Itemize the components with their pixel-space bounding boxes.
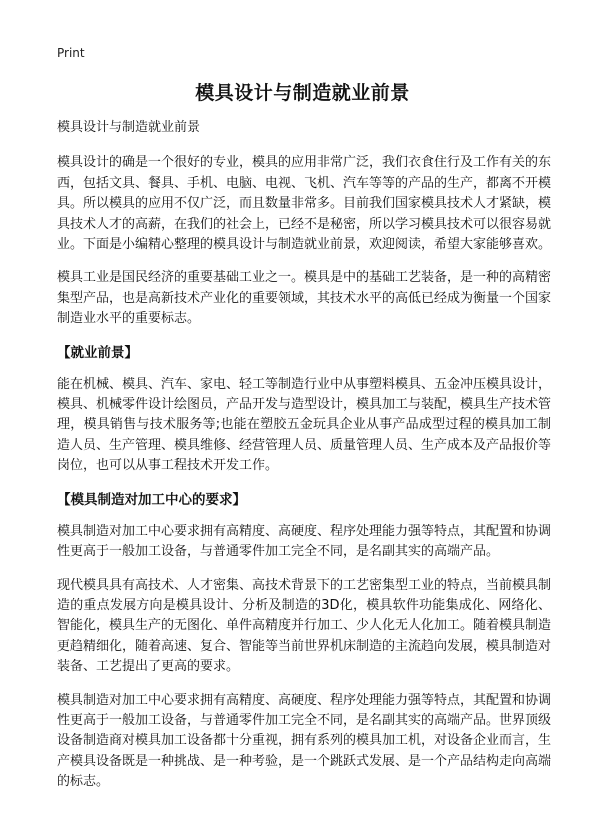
- print-link[interactable]: Print: [57, 46, 85, 60]
- requirements-paragraph-1: 模具制造对加工中心要求拥有高精度、高硬度、程序处理能力强等特点，其配置和协调性更高于一般加工设备，与普通零件加工完全不同，是名副其实的高端产品。: [57, 523, 552, 560]
- section-heading-employment: 【就业前景】: [57, 344, 138, 361]
- requirements-paragraph-3: 模具制造对加工中心要求拥有高精度、高硬度、程序处理能力强等特点，其配置和协调性更高于一般加工设备，与普通零件加工完全不同，是名副其实的高端产品。世界顶级设备制造商对模具加工设备都十分重视，拥有系列的模具加工机，对设备企业而言，生产模具设备既是一种挑战、是一种考验，是一个跳跃式发展、是一个产品结构走向高端的标志。: [57, 692, 552, 790]
- section-heading-requirements: 【模具制造对加工中心的要求】: [57, 491, 246, 508]
- intro-paragraph: 模具设计的确是一个很好的专业，模具的应用非常广泛，我们衣食住行及工作有关的东西，包括文具、餐具、手机、电脑、电视、飞机、汽车等等的产品的生产，都离不开模具。所以模具的应用不仅广泛，而且数量非常多。目前我们国家模具技术人才紧缺，模具技术人才的高薪，在我们的社会上，已经不是秘密，所以学习模具技术可以很容易就业。下面是小编精心整理的模具设计与制造就业前景，欢迎阅读，希望大家能够喜欢。: [57, 155, 552, 253]
- requirements-paragraph-2: 现代模具具有高技术、人才密集、高技术背景下的工艺密集型工业的特点，当前模具制造的重点发展方向是模具设计、分析及制造的3D化，模具软件功能集成化、网络化、智能化，模具生产的无图化、单件高精度并行加工、少人化无人化加工。随着模具制造更趋精细化，随着高速、复合、智能等当前世界机床制造的主流趋向发展，模具制造对装备、工艺提出了更高的要求。: [57, 577, 552, 675]
- industry-paragraph: 模具工业是国民经济的重要基础工业之一。模具是中的基础工艺装备，是一种的高精密集型产品，也是高新技术产业化的重要领域，其技术水平的高低已经成为衡量一个国家制造业水平的重要标志。: [57, 270, 552, 327]
- article-body: [57, 118, 551, 806]
- article-subtitle: 模具设计与制造就业前景: [57, 120, 201, 135]
- employment-paragraph: 能在机械、模具、汽车、家电、轻工等制造行业中从事塑料模具、五金冲压模具设计，模具、机械零件设计绘图员，产品开发与造型设计，模具加工与装配，模具生产技术管理，模具销售与技术服务等;也能在塑胶五金玩具企业从事产品成型过程的模具加工制造人员、生产管理、模具维修、经营管理人员、质量管理人员、生产成本及产品报价等岗位，也可以从事工程技术开发工作。: [57, 376, 552, 474]
- page-title: 模具设计与制造就业前景: [195, 82, 410, 104]
